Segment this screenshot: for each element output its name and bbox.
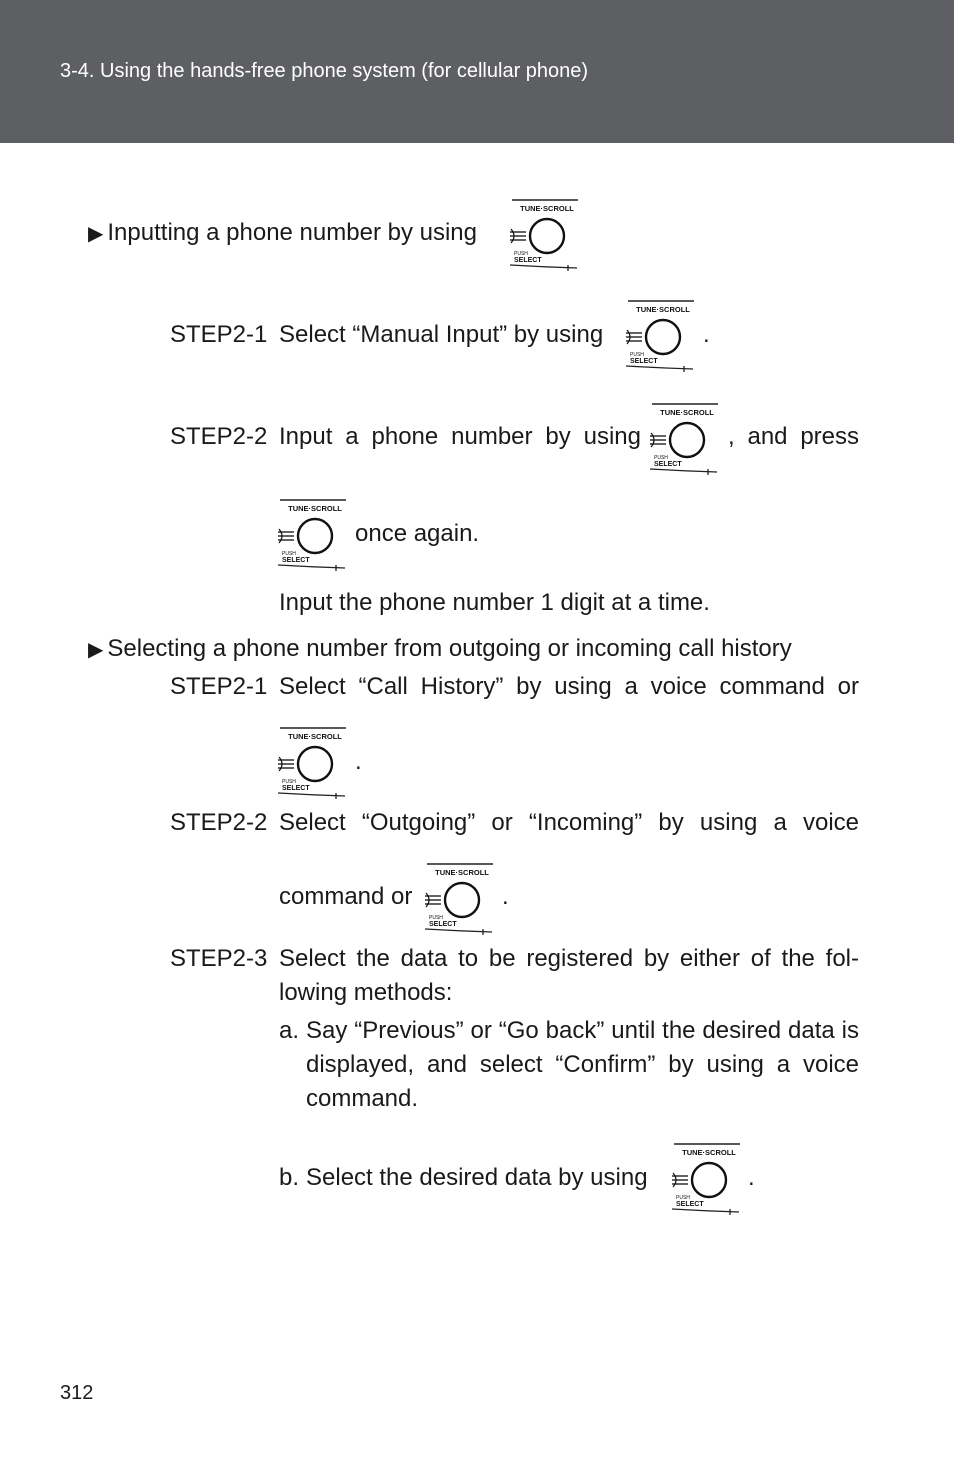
option-b-period: .	[748, 1164, 755, 1191]
option-b-text: Select the desired data by using	[306, 1164, 648, 1191]
section2-heading-row	[88, 632, 792, 667]
option-b-label: b.	[279, 1164, 300, 1191]
svg-text:PUSH: PUSH	[630, 352, 644, 358]
svg-text:SELECT: SELECT	[282, 785, 310, 792]
section1-step1-text: Select “Manual Input” by using	[279, 321, 604, 348]
section2-step3-text-line2: lowing methods:	[279, 979, 453, 1006]
svg-text:TUNE·SCROLL: TUNE·SCROLL	[636, 305, 690, 314]
tune-scroll-knob-icon	[671, 1143, 741, 1215]
section2-step1-text: Select “Call History” by using a voice command or	[279, 673, 859, 700]
tune-scroll-knob-icon	[424, 863, 494, 935]
section2-step2-label: STEP2-2	[170, 809, 268, 836]
svg-text:PUSH: PUSH	[654, 455, 668, 461]
section1-step1-period: .	[703, 321, 710, 348]
section2-step3-text-line1: Select the data to be registered by either of the fol-	[279, 945, 859, 972]
svg-text:SELECT: SELECT	[514, 257, 542, 264]
svg-text:TUNE·SCROLL: TUNE·SCROLL	[520, 204, 574, 213]
section2-step1-label: STEP2-1	[170, 673, 268, 700]
chapter-title: 3-4. Using the hands-free phone system (for cellular phone)	[60, 60, 589, 82]
svg-text:SELECT: SELECT	[630, 358, 658, 365]
svg-text:PUSH: PUSH	[514, 251, 528, 257]
tune-scroll-knob-icon	[649, 403, 719, 475]
svg-text:PUSH: PUSH	[282, 779, 296, 785]
section2-step2-continuation: command or	[279, 883, 413, 910]
svg-text:SELECT: SELECT	[654, 461, 682, 468]
section1-heading-row	[88, 216, 477, 251]
option-a-label: a.	[279, 1017, 300, 1044]
svg-text:TUNE·SCROLL: TUNE·SCROLL	[660, 408, 714, 417]
tune-scroll-knob-icon	[277, 499, 347, 571]
option-a-text: Say “Previous” or “Go back” until the desired data is displayed, and select “Confirm” by using a voice command.	[306, 1017, 859, 1112]
section1-step2-continuation: once again.	[355, 520, 480, 547]
svg-text:TUNE·SCROLL: TUNE·SCROLL	[435, 868, 489, 877]
svg-text:TUNE·SCROLL: TUNE·SCROLL	[288, 732, 342, 741]
section1-step2-label: STEP2-2	[170, 423, 268, 450]
section2-step1-period: .	[355, 748, 362, 775]
svg-text:PUSH: PUSH	[282, 551, 296, 557]
svg-text:SELECT: SELECT	[282, 557, 310, 564]
svg-text:TUNE·SCROLL: TUNE·SCROLL	[288, 504, 342, 513]
section2-heading: Selecting a phone number from outgoing or incoming call history	[107, 635, 792, 662]
section2-step2-text: Select “Outgoing” or “Incoming” by using a voice	[279, 809, 859, 836]
tune-scroll-knob-icon	[625, 300, 695, 372]
section1-step2-trailing: , and press	[728, 423, 859, 450]
section1-step1-label: STEP2-1	[170, 321, 268, 348]
svg-text:PUSH: PUSH	[429, 915, 443, 921]
section1-heading: Inputting a phone number by using	[107, 219, 477, 246]
section2-step2-period: .	[502, 883, 509, 910]
black-right-pointing-triangle-icon: ▶	[88, 223, 104, 245]
section1-step2-text: Input a phone number by using	[279, 423, 641, 450]
svg-text:TUNE·SCROLL: TUNE·SCROLL	[682, 1148, 736, 1157]
chapter-header-bar	[0, 0, 954, 143]
svg-text:PUSH: PUSH	[676, 1195, 690, 1201]
tune-scroll-knob-icon	[277, 727, 347, 799]
page-number: 312	[60, 1382, 94, 1404]
svg-text:SELECT: SELECT	[676, 1201, 704, 1208]
svg-text:SELECT: SELECT	[429, 921, 457, 928]
section2-step3-label: STEP2-3	[170, 945, 268, 972]
black-right-pointing-triangle-icon: ▶	[88, 639, 104, 661]
tune-scroll-knob-icon	[509, 199, 579, 271]
section1-step2-note: Input the phone number 1 digit at a time.	[279, 589, 710, 616]
